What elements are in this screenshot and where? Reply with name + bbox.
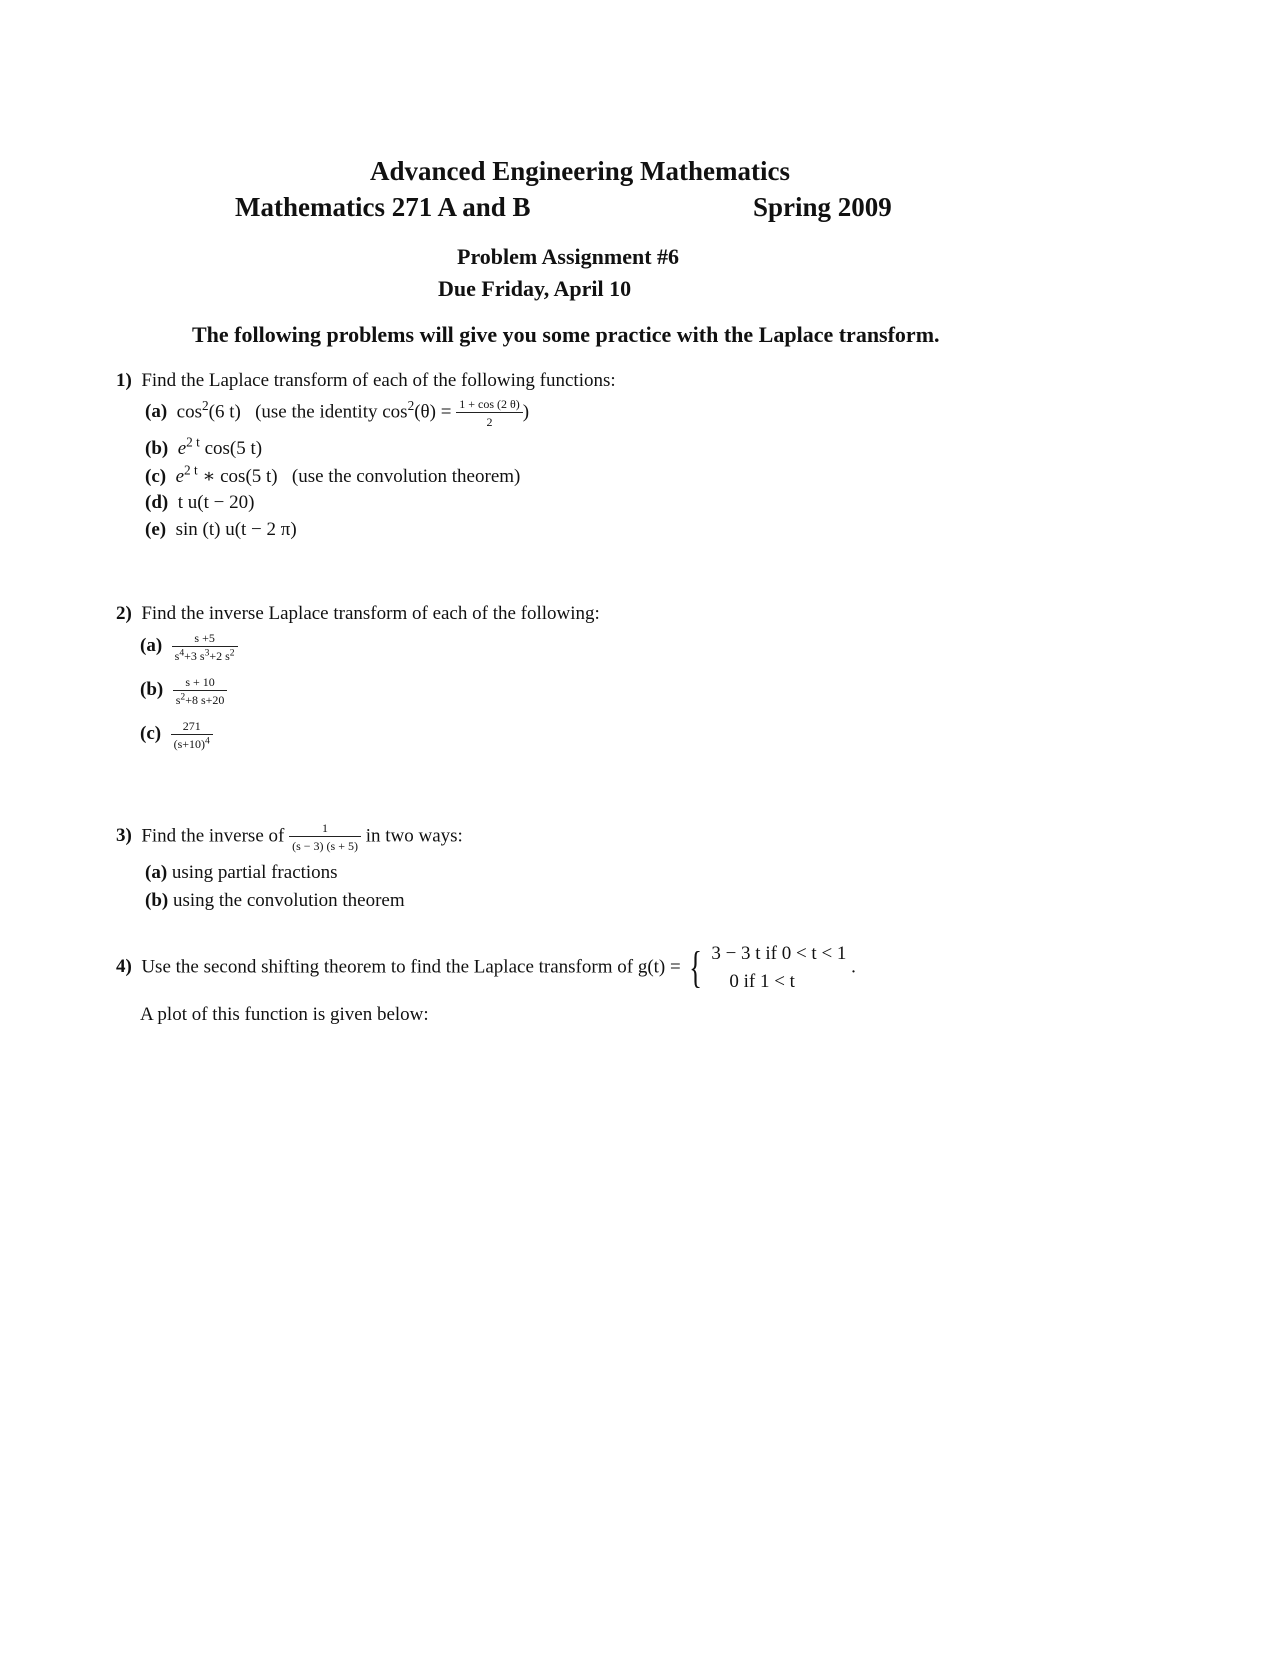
math-e: e <box>177 438 187 459</box>
problem-1a: (a) $\cos^2(6$ t) (use the identity $\cos^2(\theta)$ = $\frac{1 + \cos (2 \theta)}{2}$ ) <box>145 397 530 429</box>
item-label: (a) <box>140 635 163 657</box>
hint-arg: (θ) = <box>414 401 452 423</box>
problem-3a <box>145 862 338 884</box>
math-fraction <box>289 822 361 852</box>
brace-glyph: { <box>689 943 703 992</box>
fraction-numerator: 1 + cos (2 θ) <box>456 398 523 413</box>
problem-4-heading <box>116 940 856 996</box>
item-text: using partial fractions <box>171 862 338 883</box>
problem-number: 1) <box>116 370 132 391</box>
math-rest: ∗ cos(5 t) <box>202 466 278 487</box>
item-text: using the convolution theorem <box>172 890 405 911</box>
document-title: Advanced Engineering Mathematics <box>370 156 790 186</box>
problem-1c <box>145 462 521 488</box>
math-fraction <box>173 676 228 706</box>
close-paren: ) <box>522 401 530 423</box>
item-label: (a) <box>145 862 168 883</box>
problem-prompt: Find the Laplace transform of each of the following functions: <box>141 370 616 391</box>
case-2: 0 if 1 < t <box>729 971 795 992</box>
piecewise-cases <box>711 940 846 996</box>
math-rest: cos(5 t) <box>204 438 263 459</box>
math-arg: (6 t) <box>208 401 241 423</box>
problem-prompt-end: in two ways: <box>365 825 463 847</box>
problem-number: 3) <box>116 825 132 847</box>
math-exponent: 2 t <box>184 462 198 478</box>
item-label: (c) <box>145 466 167 487</box>
hint-text: (use the convolution theorem) <box>291 466 521 487</box>
problem-1b <box>145 434 263 460</box>
fraction-numerator: 271 <box>171 720 213 735</box>
fraction-denominator: $s^2+8$ s+20 <box>175 691 225 707</box>
fraction-numerator: 1 <box>289 822 361 837</box>
problem-1-heading <box>116 370 616 392</box>
problem-2a <box>140 632 238 662</box>
problem-2b <box>140 676 227 706</box>
math-e: e <box>175 466 185 487</box>
identity-fraction <box>456 398 523 428</box>
math-fraction <box>172 632 238 662</box>
problem-1d <box>145 492 254 514</box>
problem-3-heading <box>116 822 463 852</box>
plot-caption: A plot of this function is given below: <box>140 1004 429 1025</box>
course-name: Mathematics 271 A and B <box>235 192 531 222</box>
item-label: (b) <box>140 679 164 701</box>
problem-1e <box>145 519 297 541</box>
hint-text: (use the identity cos <box>255 401 408 423</box>
problem-prompt: Use the second shifting theorem to find the Laplace transform of g(t) = <box>141 956 681 978</box>
math-exponent: 2 t <box>186 434 200 450</box>
item-label: (b) <box>145 438 169 459</box>
fraction-denominator: (s − 3) (s + 5) <box>292 839 358 853</box>
problem-number: 2) <box>116 603 132 624</box>
problem-3b <box>145 890 405 912</box>
trailing-period: . <box>851 956 856 978</box>
item-label: (c) <box>140 723 162 745</box>
item-label: (a) <box>145 401 168 423</box>
fraction-denominator: $s^4+3$ $s^3+2$ $s^2$ <box>174 647 235 663</box>
intro-text: The following problems will give you some practice with the Laplace transform. <box>192 322 940 347</box>
fraction-numerator: s +5 <box>172 632 238 647</box>
math-fraction <box>171 720 213 750</box>
fraction-denominator: $(s+10)^4$ <box>173 735 210 751</box>
case-1: 3 − 3 t if 0 < t < 1 <box>711 943 847 964</box>
math-expression: t u(t − 20) <box>177 492 255 513</box>
math-expression: sin (t) u(t − 2 π) <box>175 519 297 540</box>
term: Spring 2009 <box>753 192 892 222</box>
fraction-numerator: s + 10 <box>173 676 228 691</box>
problem-2c <box>140 720 213 750</box>
math-func: cos <box>176 401 202 423</box>
problem-prompt: Find the inverse Laplace transform of each of the following: <box>141 603 600 624</box>
item-label: (d) <box>145 492 169 513</box>
item-label: (b) <box>145 890 169 911</box>
assignment-title: Problem Assignment #6 <box>457 244 680 269</box>
item-label: (e) <box>145 519 167 540</box>
due-date: Due Friday, April 10 <box>438 276 632 301</box>
fraction-denominator: 2 <box>486 415 493 429</box>
problem-prompt: Find the inverse of <box>141 825 285 847</box>
problem-number: 4) <box>116 956 132 978</box>
problem-2-heading <box>116 603 600 625</box>
